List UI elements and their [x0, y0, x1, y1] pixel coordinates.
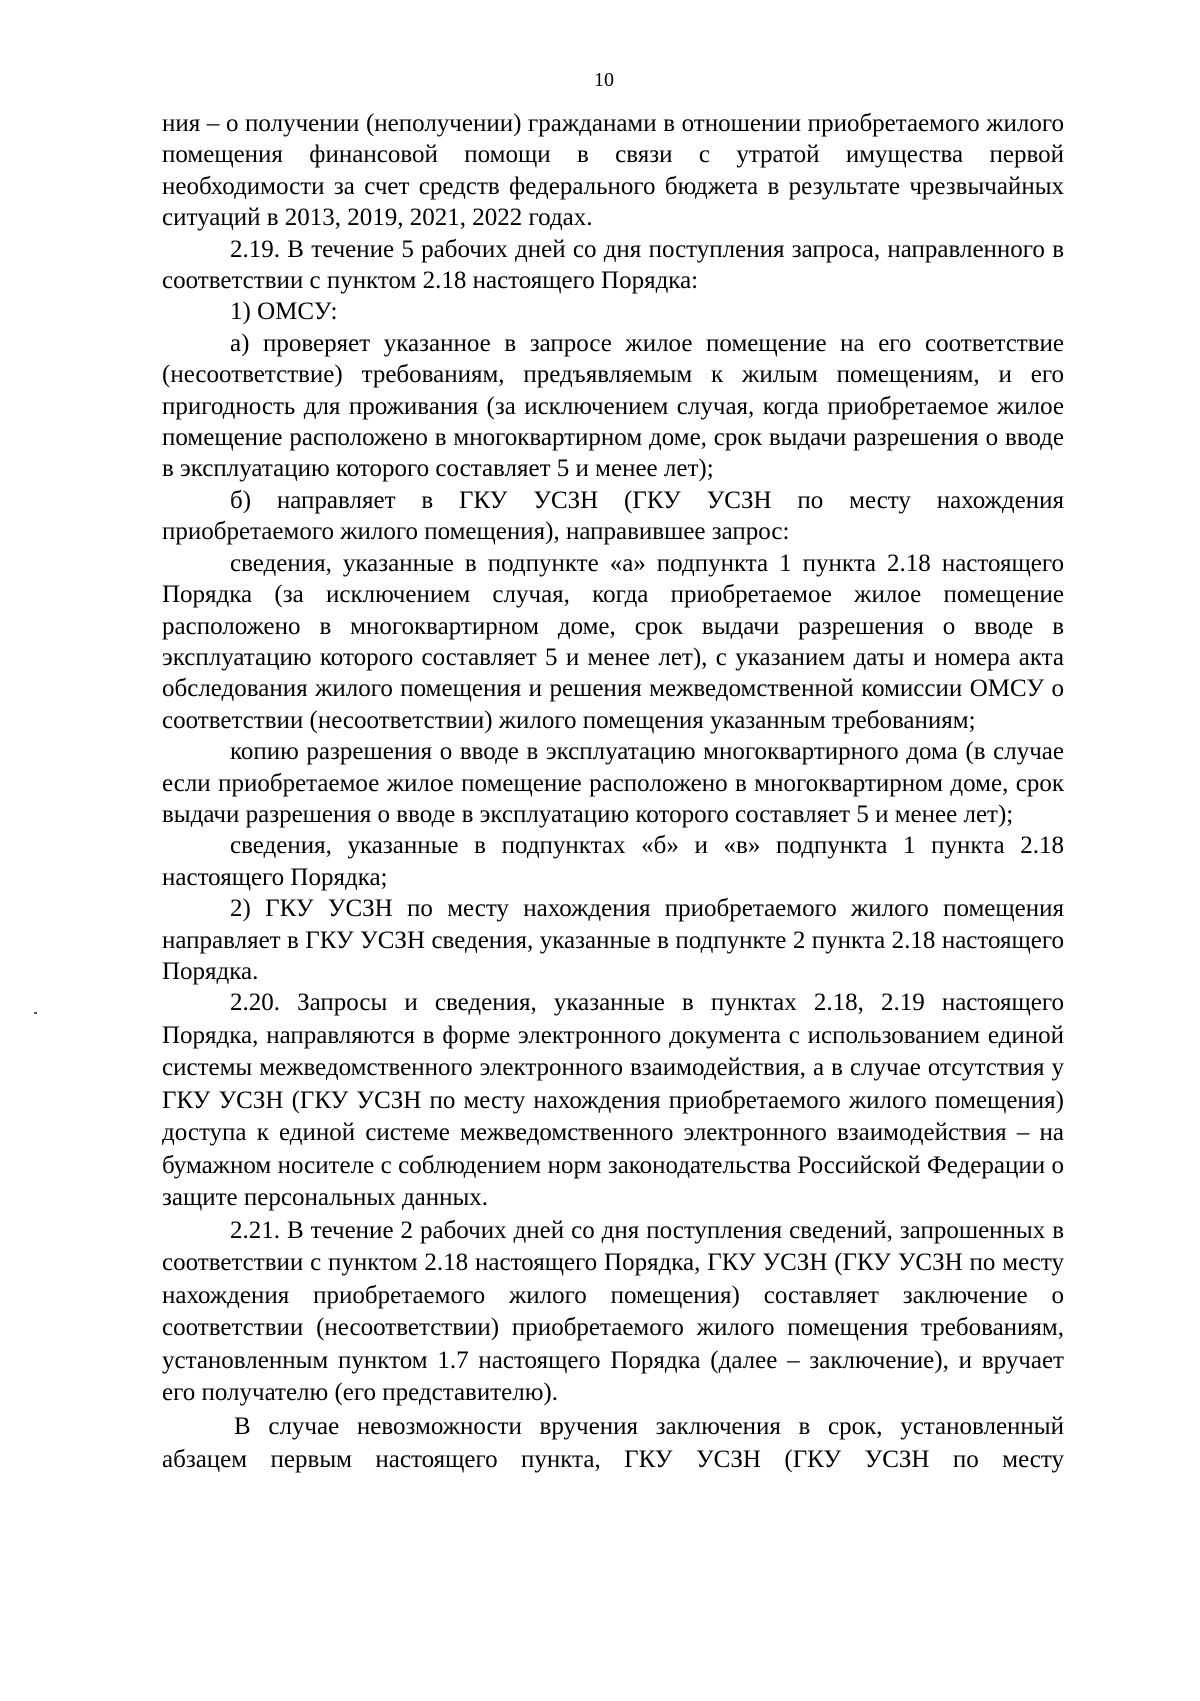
paragraph-2-21: 2.21. В течение 2 рабочих дней со дня поступления сведений, запрошенных в соответствии с пунктом 2.18 настоящего Порядка, ГКУ УСЗН (ГКУ УСЗН по месту нахождения приобретаемого жилого помещения) составляет заключение о соответствии (несоответствии) приобретаемого жилого помещения требованиям, установленным пунктом 1.7 настоящего Порядка (далее – заключение), и вручает его получателю (его представителю). [162, 1216, 1064, 1407]
paragraph-2-19: 2.19. В течение 5 рабочих дней со дня поступления запроса, направленного в соответствии с пунктом 2.18 настоящего Порядка: [162, 235, 1064, 295]
paragraph-info-subitems-b-v: сведения, указанные в подпунктах «б» и «в» подпункта 1 пункта 2.18 настоящего Порядка; [162, 832, 1064, 891]
paragraph-info-subitem-a: сведения, указанные в подпункте «а» подпункта 1 пункта 2.18 настоящего Порядка (за исключением случая, когда приобретаемое жилое помещение расположено в многоквартирном доме, срок выдачи разрешения о вводе в эксплуатацию которого составляет 5 и менее лет), с указанием даты и номера акта обследования жилого помещения и решения межведомственной комиссии ОМСУ о соответствии (несоответствии) жилого помещения указанным требованиям; [162, 549, 1064, 734]
scan-artifact [34, 1012, 37, 1014]
paragraph-2-19-item-1: 1) ОМСУ: [230, 298, 338, 326]
paragraph-2-19-item-2: 2) ГКУ УСЗН по месту нахождения приобретаемого жилого помещения направляет в ГКУ УСЗН сведения, указанные в подпункте 2 пункта 2.18 настоящего Порядка. [162, 895, 1064, 985]
paragraph-2-21-delivery: В случае невозможности вручения заключения в срок, установленный абзацем первым настоящего пункта, ГКУ УСЗН (ГКУ УСЗН по месту [162, 1412, 1064, 1474]
paragraph-permit-copy: копию разрешения о вводе в эксплуатацию многоквартирного дома (в случае если приобретаемое жилое помещение расположено в многоквартирном доме, срок выдачи разрешения о вводе в эксплуатацию которого составляет 5 и менее лет); [162, 738, 1064, 828]
page-number: 10 [594, 69, 614, 91]
document-body [162, 108, 1064, 1477]
paragraph-continuation: ния – о получении (неполучении) гражданами в отношении приобретаемого жилого помещения финансовой помощи в связи с утратой имущества первой необходимости за счет средств федерального бюджета в результате чрезвычайных ситуаций в 2013, 2019, 2021, 2022 годах. [162, 110, 1064, 232]
paragraph-2-19-item-1-a: а) проверяет указанное в запросе жилое помещение на его соответствие (несоответствие) требованиям, предъявляемым к жилым помещениям, и его пригодность для проживания (за исключением случая, когда приобретаемое жилое помещение расположено в многоквартирном доме, срок выдачи разрешения о вводе в эксплуатацию которого составляет 5 и менее лет); [162, 329, 1064, 483]
paragraph-2-20: 2.20. Запросы и сведения, указанные в пунктах 2.18, 2.19 настоящего Порядка, направляются в форме электронного документа с использованием единой системы межведомственного электронного взаимодействия, а в случае отсутствия у ГКУ УСЗН (ГКУ УСЗН по месту нахождения приобретаемого жилого помещения) доступа к единой системе межведомственного электронного взаимодействия – на бумажном носителе с соблюдением норм законодательства Российской Федерации о защите персональных данных. [162, 989, 1064, 1212]
paragraph-2-19-item-1-b: б) направляет в ГКУ УСЗН (ГКУ УСЗН по месту нахождения приобретаемого жилого помещения), направившее запрос: [162, 486, 1064, 546]
